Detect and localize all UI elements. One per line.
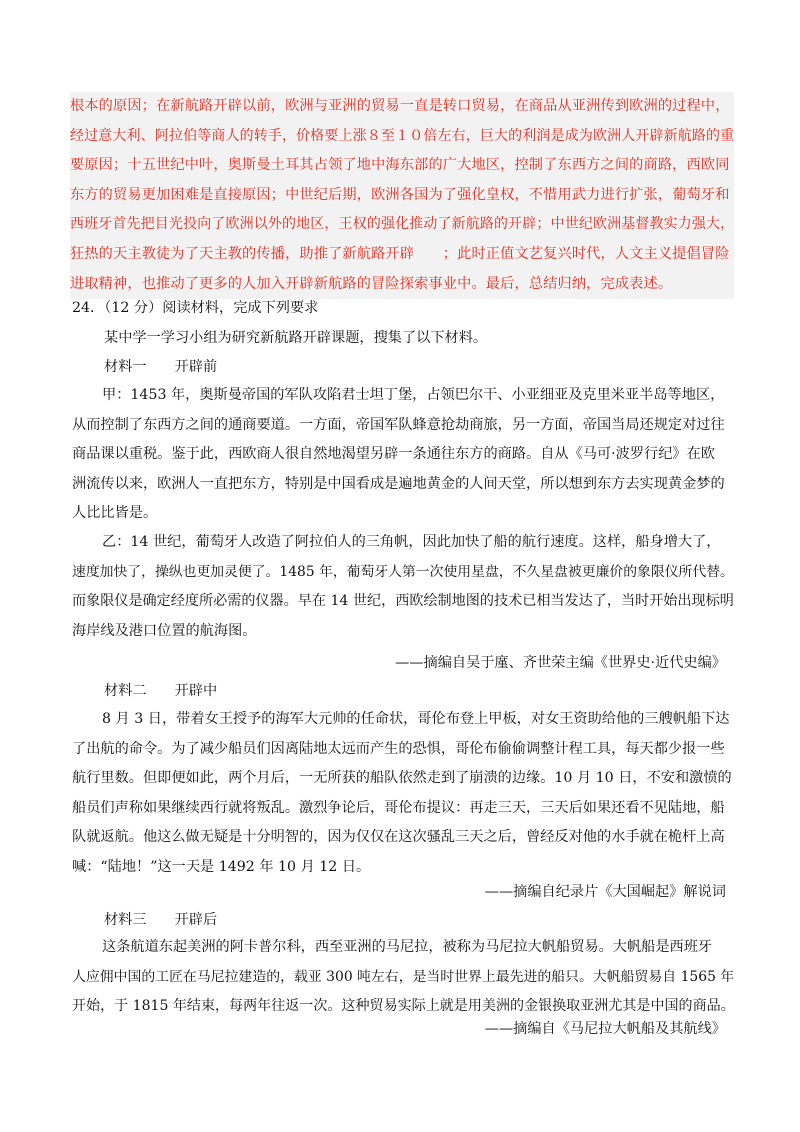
material-1-paragraph-b (72, 528, 734, 646)
answer-line: 经过意大利、阿拉伯等商人的转手，价格要上涨８至１０倍左右，巨大的利润是成为欧洲人开辟新航路的重 (70, 127, 735, 144)
material-3-source: ——摘编自《马尼拉大帆船及其航线》 (484, 1021, 726, 1037)
material-1-label (104, 356, 217, 376)
paragraph-line: 人比比皆是。 (72, 505, 158, 522)
paragraph-line: 队就返航。他这么做无疑是十分明智的，因为仅仅在这次骚乱三天之后，曾经反对他的水手就在桅杆上高 (72, 829, 725, 846)
paragraph-line: 甲：1453 年，奥斯曼帝国的军队攻陷君士坦丁堡，占领巴尔干、小亚细亚及克里米亚半岛等地区， (102, 387, 725, 403)
paragraph-line: 速度加快了，操纵也更加灵便了。1485 年，葡萄牙人第一次使用星盘，不久星盘被更廉价的象限仪所代替。 (72, 563, 734, 580)
material-1-paragraph-a (72, 381, 734, 529)
answer-line: 西班牙首先把目光投向了欧洲以外的地区，王权的强化推动了新航路的开辟；中世纪欧洲基督教实力强大， (70, 216, 735, 233)
paragraph-line: 船员们声称如果继续西行就将叛乱。激烈争论后，哥伦布提议：再走三天，三天后如果还看不见陆地，船 (72, 799, 725, 816)
answer-line: 根本的原因；在新航路开辟以前，欧洲与亚洲的贸易一直是转口贸易，在商品从亚洲传到欧洲的过程中， (70, 98, 730, 114)
material-3-label (104, 909, 217, 929)
material-2-label (104, 680, 217, 700)
paragraph-line: 从而控制了东西方之间的通商要道。一方面，帝国军队蜂意抢劫商旅，另一方面，帝国当局还规定对过往 (72, 416, 725, 433)
paragraph-line: 洲流传以来，欧洲人一直把东方，特别是中国看成是遍地黄金的人间天堂，所以想到东方去实现黄金梦的 (72, 475, 725, 492)
material-1-source: ——摘编自吴于廑、齐世荣主编《世界史·近代史编》 (395, 655, 726, 671)
answer-line: 要原因；十五世纪中叶，奥斯曼土耳其占领了地中海东部的广大地区，控制了东西方之间的商路，西欧同 (70, 157, 730, 174)
paragraph-line: 开始，于 1815 年结束，每两年往返一次。这种贸易实际上就是用美洲的金银换取亚洲尤其是中国的商品。 (72, 998, 735, 1015)
material-2-source: ——摘编自纪录片《大国崛起》解说词 (484, 884, 726, 900)
material-2-paragraph (72, 705, 734, 883)
answer-line: 进取精神，也推动了更多的人加入开辟新航路的冒险探索事业中。最后，总结归纳，完成表述。 (70, 275, 673, 292)
material-3-subtitle: 开辟后 (174, 912, 218, 928)
paragraph-line: 乙：14 世纪，葡萄牙人改造了阿拉伯人的三角帆，因此加快了船的航行速度。这样，船身增大了， (102, 534, 721, 550)
question-header: 24．（12 分）阅读材料，完成下列要求 (72, 300, 319, 316)
material-3-paragraph (72, 933, 734, 1022)
material-1-title: 材料一 (104, 359, 147, 375)
material-2-subtitle: 开辟中 (174, 683, 218, 699)
paragraph-line: 商品课以重税。鉴于此，西欧商人很自然地渴望另辟一条通往东方的商路。自从《马可·波罗行纪》在欧 (72, 446, 715, 463)
paragraph-line: 海岸线及港口位置的航海图。 (72, 622, 257, 639)
paragraph-line: 而象限仪是确定经度所必需的仪器。早在 14 世纪，西欧绘制地图的技术已相当发达了，当时开始出现标明 (72, 593, 734, 610)
answer-line: 狂热的天主教徒为了天主教的传播，助推了新航路开辟 ；此时正值文艺复兴时代，人文主义提倡冒险 (70, 245, 730, 262)
paragraph-line: 人应佣中国的工匠在马尼拉建造的，载亚 300 吨左右，是当时世界上最先进的船只。大帆船贸易自 1565 年 (72, 968, 735, 985)
question-intro: 某中学一学习小组为研究新航路开辟课题，搜集了以下材料。 (104, 330, 488, 346)
material-3-title: 材料三 (104, 912, 147, 928)
answer-line: 东方的贸易更加困难是直接原因；中世纪后期，欧洲各国为了强化皇权，不惜用武力进行扩张，葡萄牙和 (70, 186, 730, 203)
paragraph-line: 8 月 3 日，带着女王授予的海军大元帅的任命状，哥伦布登上甲板，对女王资助给他的三艘帆船下达 (102, 711, 730, 727)
paragraph-line: 航行里数。但即便如此，两个月后，一无所获的船队依然走到了崩溃的边缘。10 月 10 日，不安和激愤的 (72, 770, 732, 787)
answer-explanation-box (70, 92, 734, 299)
material-2-title: 材料二 (104, 683, 147, 699)
paragraph-line: 喊：“陆地！”这一天是 1492 年 10 月 12 日。 (72, 858, 371, 875)
paragraph-line: 了出航的命令。为了减少船员们因离陆地太远而产生的恐惧，哥伦布偷偷调整计程工具，每天都少报一些 (72, 740, 725, 757)
material-1-subtitle: 开辟前 (174, 359, 218, 375)
paragraph-line: 这条航道东起美洲的阿卡普尔科，西至亚洲的马尼拉，被称为马尼拉大帆船贸易。大帆船是西班牙 (102, 939, 713, 955)
